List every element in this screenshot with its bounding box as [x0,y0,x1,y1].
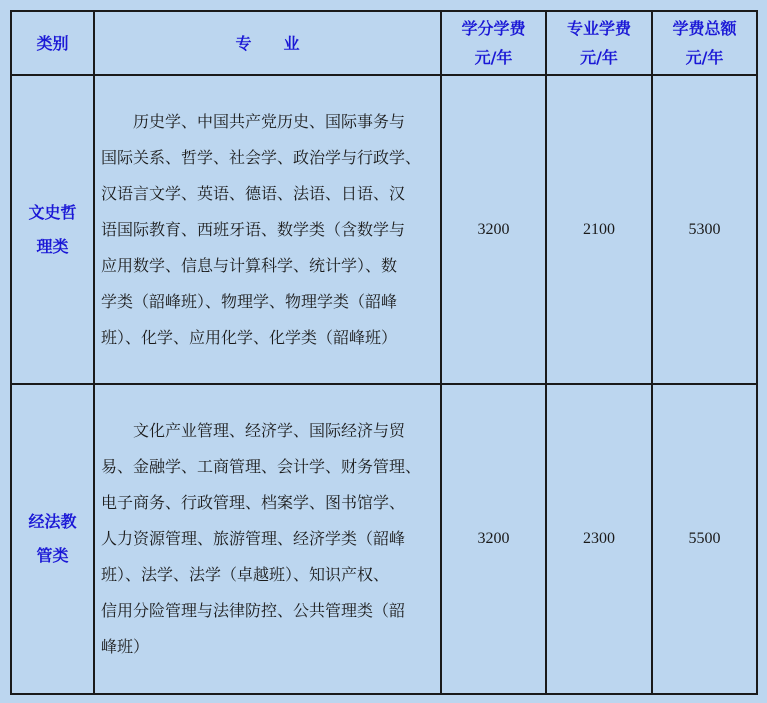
header-credit-fee-label: 学分学费 [461,19,526,38]
header-major-fee-label: 专业学费 [566,19,631,38]
row-majors [94,75,441,384]
header-total-fee [652,11,757,75]
row-category [11,384,94,694]
row-total-fee: 5300 [652,75,757,384]
header-credit-fee [441,11,546,75]
majors-line: 班）、法学、法学（卓越班）、知识产权、 [101,565,390,584]
majors-line: 汉语言文学、英语、德语、法语、日语、汉 [101,183,406,203]
majors-line: 语国际教育、西班牙语、数学类（含数学与 [101,219,406,239]
row-category-line: 管类 [36,546,69,565]
header-total-fee-label: 学费总额 [672,19,737,38]
row-category-line: 经法教 [28,512,77,531]
header-major: 专 业 [94,11,441,75]
majors-line-text: 历史学、中国共产党历史、国际事务与 [133,111,406,131]
row-category [11,75,94,384]
majors-line: 学类（韶峰班）、物理学、物理学类（韶峰 [101,291,398,311]
majors-line: 班）、化学、应用化学、化学类（韶峰班） [101,327,398,347]
majors-line: 峰班） [101,637,150,656]
row-category-line: 文史哲 [28,202,77,222]
header-category: 类别 [11,11,94,75]
majors-line: 国际关系、哲学、社会学、政治学与行政学、 [101,147,422,167]
majors-line: 信用分险管理与法律防控、公共管理类（韶 [101,601,406,620]
tuition-table [10,10,758,695]
majors-line: 人力资源管理、旅游管理、经济学类（韶峰 [101,529,406,548]
majors-line [101,413,432,449]
row-category-line: 理类 [36,236,69,256]
table-header-row [11,11,757,75]
majors-line: 易、金融学、工商管理、会计学、财务管理、 [101,457,422,476]
row-majors [94,384,441,694]
row-credit-fee: 3200 [441,75,546,384]
table-row [11,384,757,694]
majors-line: 电子商务、行政管理、档案学、图书馆学、 [101,493,406,512]
header-credit-fee-unit: 元/年 [474,48,513,67]
table-row [11,75,757,384]
majors-line [101,104,432,140]
majors-line: 应用数学、信息与计算科学、统计学）、数 [101,255,398,275]
header-major-fee [546,11,652,75]
row-credit-fee: 3200 [441,384,546,694]
header-major-fee-unit: 元/年 [580,48,618,67]
row-major-fee: 2100 [546,75,652,384]
header-total-fee-unit: 元/年 [685,48,724,67]
row-total-fee: 5500 [652,384,757,694]
majors-line-text: 文化产业管理、经济学、国际经济与贸 [133,421,406,440]
row-major-fee: 2300 [546,384,652,694]
